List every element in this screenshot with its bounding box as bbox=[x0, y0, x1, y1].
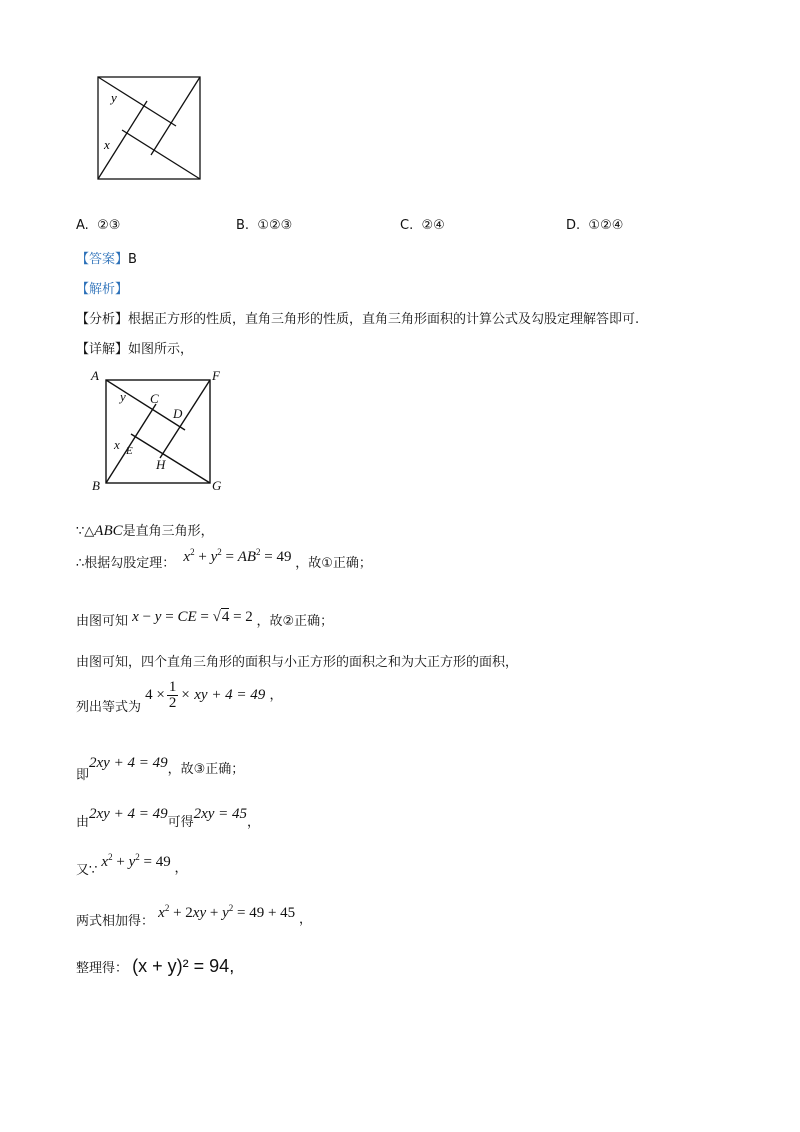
segment-right bbox=[151, 77, 200, 155]
option-c bbox=[400, 218, 445, 233]
detail-line bbox=[76, 338, 193, 357]
option-d-label: D. bbox=[566, 218, 581, 233]
option-d bbox=[566, 218, 623, 233]
step-6-suffix: ，故③正确； bbox=[167, 762, 245, 777]
point-c: C bbox=[150, 391, 159, 406]
step-5-fraction bbox=[167, 680, 179, 711]
step-8 bbox=[76, 851, 188, 878]
detail-tag: 【详解】 bbox=[76, 342, 129, 357]
step-1-suffix: 是直角三角形， bbox=[122, 524, 214, 539]
step-7 bbox=[76, 803, 261, 830]
step-5-four: 4 × bbox=[145, 687, 165, 703]
step-3-prefix: 由图可知 bbox=[76, 614, 129, 629]
step-3-sqrt: 4 bbox=[221, 609, 230, 625]
label-x: x bbox=[104, 137, 110, 152]
step-2-equation: $x^2 + y^2 = AB^2 = 49$ bbox=[183, 547, 292, 565]
step-3 bbox=[76, 610, 333, 630]
analysis-tag: 【解析】 bbox=[76, 282, 129, 297]
vertex-f: F bbox=[212, 368, 220, 383]
step-9-rhs: = 49 + 45 bbox=[233, 905, 296, 921]
step-6 bbox=[76, 755, 245, 783]
step-7-eq2: 2xy = 45 bbox=[193, 806, 248, 822]
step-9-suffix: ， bbox=[298, 912, 312, 927]
answer-tag: 【答案】 bbox=[76, 252, 129, 267]
point-h: H bbox=[156, 457, 166, 472]
point-d: D bbox=[173, 406, 183, 421]
step-5-num: 1 bbox=[168, 679, 177, 695]
step-7-mid: 可得 bbox=[167, 815, 194, 830]
step-1-prefix: ∵△ bbox=[76, 524, 95, 539]
step-3-rhs: = 2 bbox=[229, 609, 253, 625]
label-y-2: y bbox=[120, 389, 126, 404]
step-3-equation: x − y = CE = √4 = 2 bbox=[132, 609, 253, 625]
vertex-g: G bbox=[212, 478, 222, 493]
step-4-text: 由图可知，四个直角三角形的面积与小正方形的面积之和为大正方形的面积， bbox=[76, 655, 519, 670]
vertex-a: A bbox=[91, 368, 99, 383]
step-7-suffix: ， bbox=[247, 815, 261, 830]
step-1-abc: ABC bbox=[94, 523, 123, 539]
figure-1 bbox=[90, 72, 206, 184]
step-10-equation: (x + y)² = 94, bbox=[132, 956, 235, 976]
option-d-value: ①②④ bbox=[588, 218, 624, 233]
step-8-suffix: ， bbox=[174, 861, 188, 876]
option-b-label: B. bbox=[236, 218, 250, 233]
step-6-prefix: 即 bbox=[76, 768, 90, 783]
step-5-tail: × xy + 4 = 49 bbox=[180, 687, 266, 703]
step-5-equation bbox=[145, 680, 265, 711]
option-a-value: ②③ bbox=[97, 218, 121, 233]
label-x-2: x bbox=[114, 437, 120, 452]
option-a-label: A. bbox=[76, 218, 89, 233]
answer-line bbox=[76, 248, 137, 267]
option-b-value: ①②③ bbox=[257, 218, 293, 233]
step-9 bbox=[76, 902, 312, 929]
segment-bottom bbox=[122, 130, 200, 179]
option-c-label: C. bbox=[400, 218, 414, 233]
step-4 bbox=[76, 651, 518, 670]
option-b bbox=[236, 218, 292, 233]
step-1 bbox=[76, 520, 214, 540]
step-7-eq1: 2xy + 4 = 49 bbox=[89, 806, 168, 822]
step-7-prefix: 由 bbox=[76, 815, 90, 830]
step-2 bbox=[76, 547, 372, 572]
fenxi-line bbox=[76, 308, 639, 327]
fenxi-text: 根据正方形的性质，直角三角形的性质，直角三角形面积的计算公式及勾股定理解答即可. bbox=[128, 312, 640, 327]
step-8-prefix: 又∵ bbox=[76, 863, 98, 878]
step-10-prefix: 整理得： bbox=[76, 961, 129, 976]
step-2-suffix: ，故①正确； bbox=[295, 556, 372, 571]
step-8-equation: $x^2 + y^2 = 49$ bbox=[101, 852, 171, 870]
vertex-b: B bbox=[92, 478, 100, 493]
step-9-equation: $x^2 + 2xy + y^2 = 49 + 45$ bbox=[158, 903, 296, 921]
step-6-equation: 2xy + 4 = 49 bbox=[89, 755, 168, 771]
step-5-den: 2 bbox=[168, 695, 177, 711]
detail-text: 如图所示， bbox=[128, 342, 194, 357]
fenxi-tag: 【分析】 bbox=[76, 312, 129, 327]
answer-value: B bbox=[128, 252, 137, 267]
step-5-suffix: ， bbox=[269, 688, 283, 703]
option-a bbox=[76, 218, 120, 233]
step-10 bbox=[76, 956, 234, 977]
label-y: y bbox=[111, 90, 117, 105]
segment-top bbox=[98, 77, 176, 126]
step-2-rhs: = 49 bbox=[260, 549, 292, 565]
step-5-prefix: 列出等式为 bbox=[76, 700, 142, 715]
segment-a-to-d bbox=[106, 380, 185, 430]
step-2-prefix: ∴根据勾股定理： bbox=[76, 556, 176, 571]
figure-2 bbox=[88, 366, 228, 494]
step-8-rhs: = 49 bbox=[139, 854, 171, 870]
step-5 bbox=[76, 679, 283, 715]
step-3-suffix: ，故②正确； bbox=[256, 614, 334, 629]
point-e: E bbox=[126, 445, 133, 457]
analysis-line bbox=[76, 278, 128, 297]
step-9-prefix: 两式相加得： bbox=[76, 914, 155, 929]
option-c-value: ②④ bbox=[421, 218, 445, 233]
